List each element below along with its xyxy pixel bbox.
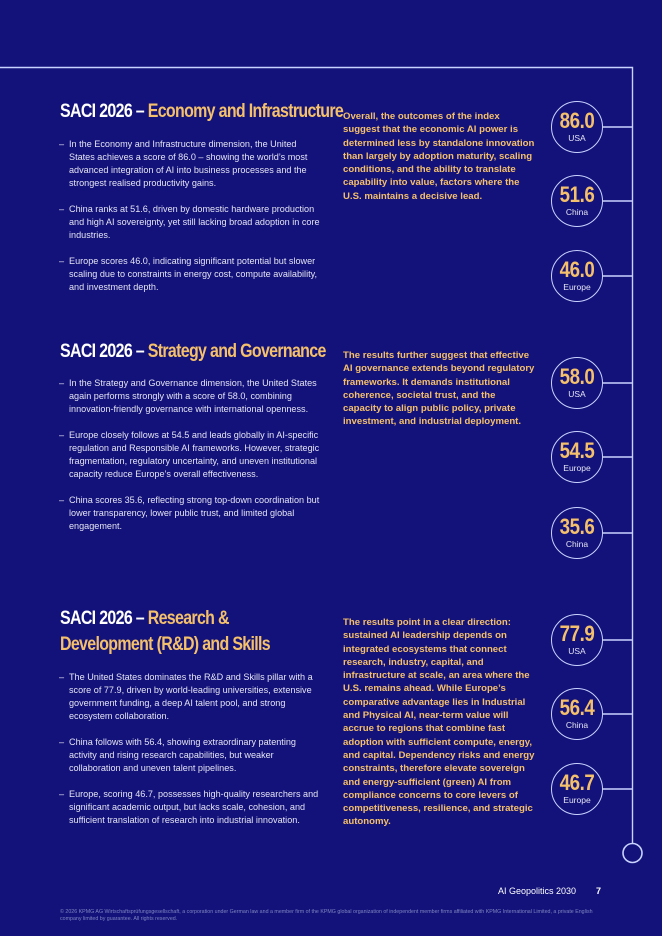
page-number: 7 [596,886,602,896]
list-item: – Europe closely follows at 54.5 and leads globally in AI-specific regulation and Responsible AI frameworks. However, strategic fragmentation, regulatory uncertainty, and uneven institutional capacity reduce Europe’s overall effectiveness. [59,430,320,479]
footer-title: AI Geopolitics 2030 [498,886,577,896]
score-europe-strategy: 54.5 Europe [551,431,603,483]
score-usa-economy: 86.0 USA [551,101,603,153]
list-item: – Europe scores 46.0, indicating significant potential but slower scaling due to constraints in energy cost, compute availability, and investment depth. [59,256,318,292]
summary-research: The results point in a clear direction: sustained AI leadership depends on integrated ecosystems that connect research, industry, capital, and infrastructure at scale, an area where the U.S. remains ahead. While Europe’s comparative advantage lies in Industrial and Physical AI, near-term value will accrue to regions that combine fast adoption with sufficient compute, energy, and capital. Dependency risks and energy constraints, therefore elevate sovereign and energy-sufficient (green) AI from compliance concerns to core levers of competitiveness, resilience, and strategic autonomy. [343,617,535,828]
score-china-research: 56.4 China [551,688,603,740]
list-item: – In the Strategy and Governance dimension, the United States again performs strongly with a score of 58.0, combining innovation-friendly governance with international openness. [59,378,317,414]
section-title-economy: SACI 2026 – Economy and Infrastructure [60,101,344,122]
summary-strategy: The results further suggest that effective AI governance extends beyond regulatory frameworks. It demands institutional coherence, societal trust, and the capacity to align public policy, private investment, and industrial deployment. [343,350,535,428]
score-china-strategy: 35.6 China [551,507,603,559]
list-item: – China scores 35.6, reflecting strong top-down coordination but lower transparency, lower public trust, and limited global engagement. [59,495,320,531]
score-europe-economy: 46.0 Europe [551,250,603,302]
bullet-list-strategy [60,377,322,546]
score-china-economy: 51.6 China [551,175,603,227]
list-item: – In the Economy and Infrastructure dimension, the United States achieves a score of 86.0 – showing the world’s most advanced integration of AI into business processes and the strongest realised productivity gains. [59,139,308,188]
section-title-research: SACI 2026 – Research & Development (R&D) and Skills [60,608,270,655]
legal-notice: © 2026 KPMG AG Wirtschaftsprüfungsgesellschaft, a corporation under German law and a member firm of the KPMG global organization of independent member firms affiliated with KPMG International Limited, a private English company limited by guarantee. All rights reserved. [60,909,593,922]
bullet-list-economy [60,138,322,307]
summary-economy: Overall, the outcomes of the index suggest that the economic AI power is determined less by standalone innovation than largely by adoption maturity, scaling conditions, and the ability to translate capability into value, factors where the U.S. maintains a decisive lead. [343,111,535,202]
list-item: – China ranks at 51.6, driven by domestic hardware production and high AI sovereignty, yet still lacking broad adoption in core industries. [59,204,320,240]
list-item: – China follows with 56.4, showing extraordinary patenting activity and rising research capabilities, but weaker collaboration and uneven talent pipelines. [59,737,296,773]
score-usa-research: 77.9 USA [551,614,603,666]
section-title-strategy: SACI 2026 – Strategy and Governance [60,341,326,362]
list-item: – The United States dominates the R&D and Skills pillar with a score of 77.9, driven by world-leading universities, extensive government funding, a deep AI talent pool, and strong ecosystem collaboration. [59,672,313,721]
list-item: – Europe, scoring 46.7, possesses high-quality researchers and significant academic output, but lacks scale, cohesion, and sufficient translation of research into industrial innovation. [59,789,319,825]
timeline-end-circle [623,844,642,863]
bullet-list-research [60,671,322,840]
score-usa-strategy: 58.0 USA [551,357,603,409]
score-europe-research: 46.7 Europe [551,763,603,815]
